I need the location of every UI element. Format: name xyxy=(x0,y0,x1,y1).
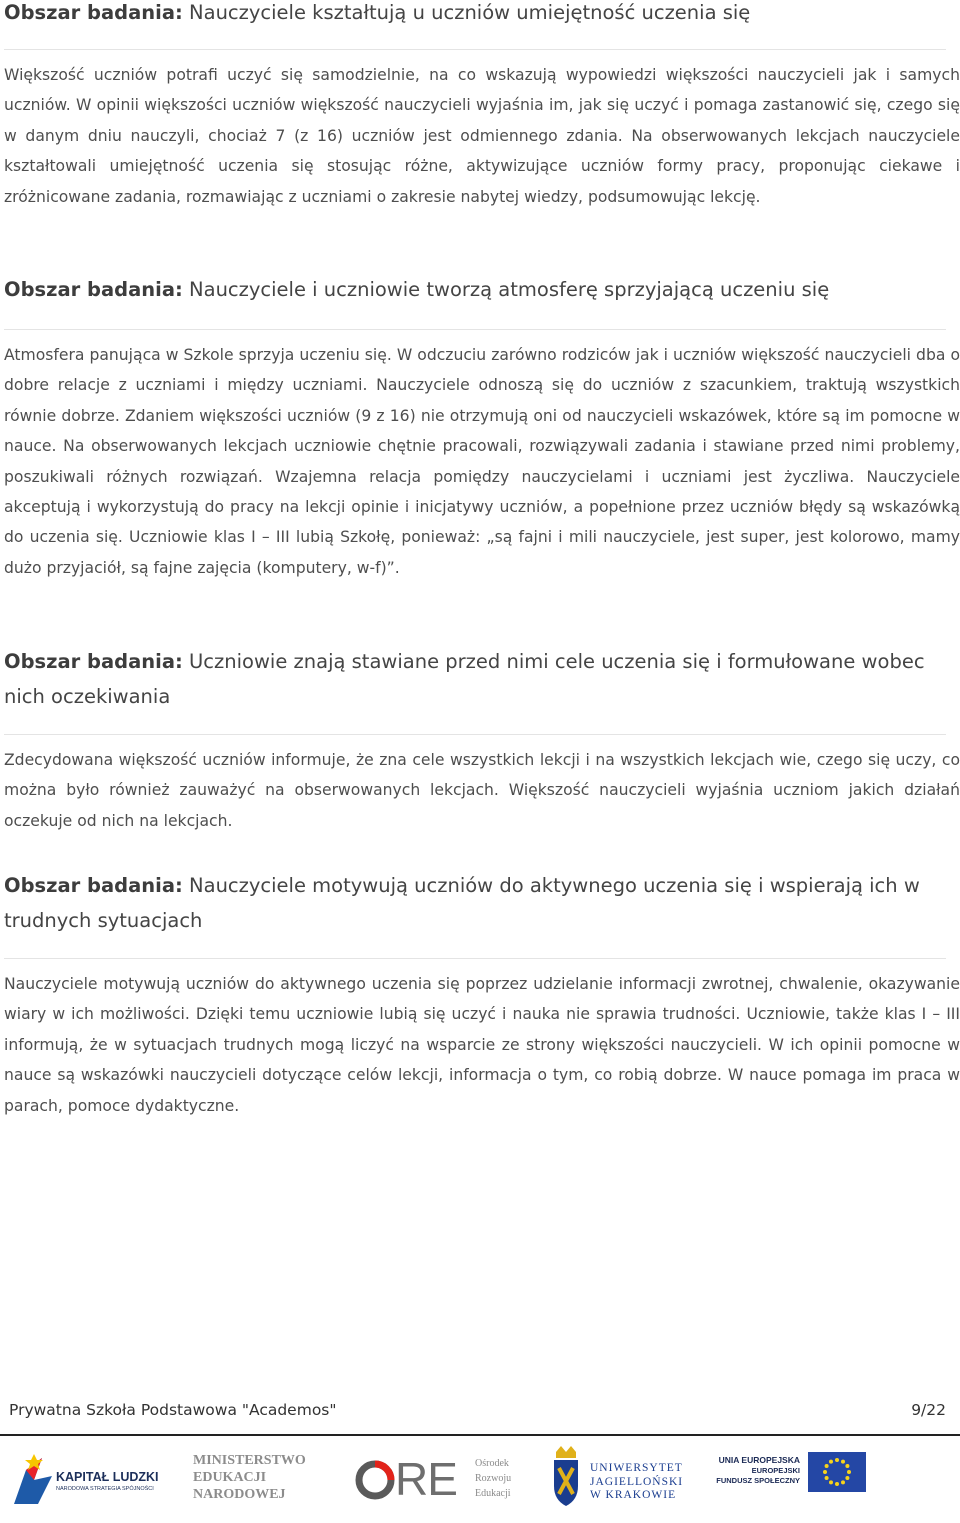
uj-text xyxy=(590,1462,683,1503)
men-line-1: MINISTERSTWO xyxy=(193,1453,306,1468)
heading-prefix: Obszar badania: xyxy=(4,278,183,301)
heading-title: Nauczyciele i uczniowie tworzą atmosferę sprzyjającą uczeniu się xyxy=(189,278,830,301)
section-body: Nauczyciele motywują uczniów do aktywnego uczenia się poprzez udzielanie informacji zwrotnej, chwalenie, okazywanie wiary w ich możliwości. Dzięki temu uczniowie lubią się uczyć i nauka nie sprawia trudności. Uczniowie, także klas I – III informują, że w sytuacjach trudnych mogą liczyć na wsparcie ze strony większości nauczycieli. W ich opinii pomocne w nauce są wskazówki nauczycieli dotyczące celów lekcji, informacja o tym, co robią dobrze. W nauce pomaga im praca w parach, pomoce dydaktyczne. xyxy=(4,975,960,1115)
ore-line-1: Ośrodek xyxy=(475,1458,509,1469)
eu-flag-icon xyxy=(808,1452,866,1492)
kapital-ludzki-logo xyxy=(12,1448,172,1510)
ue-text xyxy=(708,1454,800,1486)
section-2 xyxy=(4,275,960,615)
section-1 xyxy=(4,0,960,240)
heading-title: Nauczyciele kształtują u uczniów umiejętność uczenia się xyxy=(189,1,751,24)
section-heading xyxy=(4,272,829,307)
ore-letters: RE xyxy=(395,1453,457,1505)
ore-line-2: Rozwoju xyxy=(475,1473,512,1484)
ue-logo xyxy=(708,1452,873,1508)
section-4 xyxy=(4,868,960,1128)
ue-line-3: FUNDUSZ SPOŁECZNY xyxy=(716,1476,800,1485)
kapital-ludzki-mark-icon xyxy=(12,1450,56,1506)
heading-prefix: Obszar badania: xyxy=(4,1,183,24)
heading-title: Uczniowie znają stawiane przed nimi cele uczenia się i formułowane wobec nich oczekiwania xyxy=(4,650,925,708)
section-divider xyxy=(4,734,946,735)
section-body: Większość uczniów potrafi uczyć się samodzielnie, na co wskazują wypowiedzi większości nauczycieli jak i samych uczniów. W opinii większości uczniów większość nauczycieli wyjaśnia im, jak się uczyć i pomaga zastanowić się, czego się w danym dniu nauczyli, chociaż 7 (z 16) uczniów jest odmiennego zdania. Na obserwowanych lekcjach nauczyciele kształtowali umiejętność uczenia się stosując różne, aktywizujące uczniów formy pracy, proponując ciekawe i zróżnicowane zadania, rozmawiając z uczniami o zakresie nabytej wiedzy, podsumowując lekcję. xyxy=(4,66,960,206)
ore-line-3: Edukacji xyxy=(475,1488,511,1499)
section-body: Atmosfera panująca w Szkole sprzyja uczeniu się. W odczuciu zarówno rodziców jak i uczniów większość nauczycieli dba o dobre relacje z uczniami i między uczniami. Nauczyciele odnoszą się do uczniów z szacunkiem, traktują wszystkich równie dobrze. Zdaniem większości uczniów (9 z 16) nie otrzymują oni od nauczycieli wskazówek, które są im pomocne w nauce. Na obserwowanych lekcjach uczniowie chętnie pracowali, rozwiązywali zadania i stawiane przed nimi problemy, poszukiwali różnych rozwiązań. Wzajemna relacja pomiędzy nauczycielami i uczniami jest życzliwa. Nauczyciele akceptują i wykorzystują do pracy na lekcji opinie i inicjatywy uczniów, a popełnione przez uczniów błędy są wskazówką do uczenia się. Uczniowie klas I – III lubią Szkołę, ponieważ: „są fajni i mili nauczyciele, jest super, jest kolorowo, mamy dużo przyjaciół, są fajne zajęcia (komputery, w-f)”. xyxy=(4,346,960,577)
section-heading xyxy=(4,868,960,938)
uj-line-1: UNIWERSYTET xyxy=(590,1462,683,1474)
heading-title: Nauczyciele motywują uczniów do aktywnego uczenia się i wspierają ich w trudnych sytuacjach xyxy=(4,874,920,932)
footer-school-name: Prywatna Szkoła Podstawowa "Academos" xyxy=(9,1401,337,1419)
uj-line-3: W KRAKOWIE xyxy=(590,1489,677,1501)
ore-logo xyxy=(355,1452,525,1514)
men-line-2: EDUKACJI xyxy=(193,1470,267,1485)
ue-line-1: UNIA EUROPEJSKA xyxy=(718,1455,800,1465)
footer-page-number: 9/22 xyxy=(911,1401,946,1419)
kapital-ludzki-title: KAPITAŁ LUDZKI xyxy=(56,1470,159,1484)
section-heading xyxy=(4,0,750,30)
men-line-3: NARODOWEJ xyxy=(193,1487,286,1502)
kapital-ludzki-subtitle: NARODOWA STRATEGIA SPÓJNOŚCI xyxy=(56,1486,154,1492)
uj-crest-icon xyxy=(550,1446,582,1508)
men-logo xyxy=(193,1452,323,1512)
page-footer xyxy=(9,1401,946,1425)
section-3 xyxy=(4,644,960,844)
ore-text xyxy=(475,1456,511,1501)
section-body: Zdecydowana większość uczniów informuje, że zna cele wszystkich lekcji i na wszystkich lekcjach wie, czego się uczy, co można było również zauważyć na obserwowanych lekcjach. Większość nauczycieli wyjaśnia uczniom jakich działań oczekuje od nich na lekcjach. xyxy=(4,751,960,830)
section-divider xyxy=(4,958,946,959)
heading-prefix: Obszar badania: xyxy=(4,874,183,897)
uj-logo xyxy=(550,1446,690,1512)
uj-line-2: JAGIELLOŃSKI xyxy=(590,1475,684,1488)
section-divider xyxy=(4,329,946,330)
heading-prefix: Obszar badania: xyxy=(4,650,183,673)
ore-circle-icon xyxy=(355,1460,395,1500)
section-heading xyxy=(4,644,960,714)
ue-line-2: EUROPEJSKI xyxy=(751,1466,800,1475)
footer-divider xyxy=(0,1434,960,1436)
section-divider xyxy=(4,49,946,50)
logo-strip xyxy=(0,1440,960,1520)
